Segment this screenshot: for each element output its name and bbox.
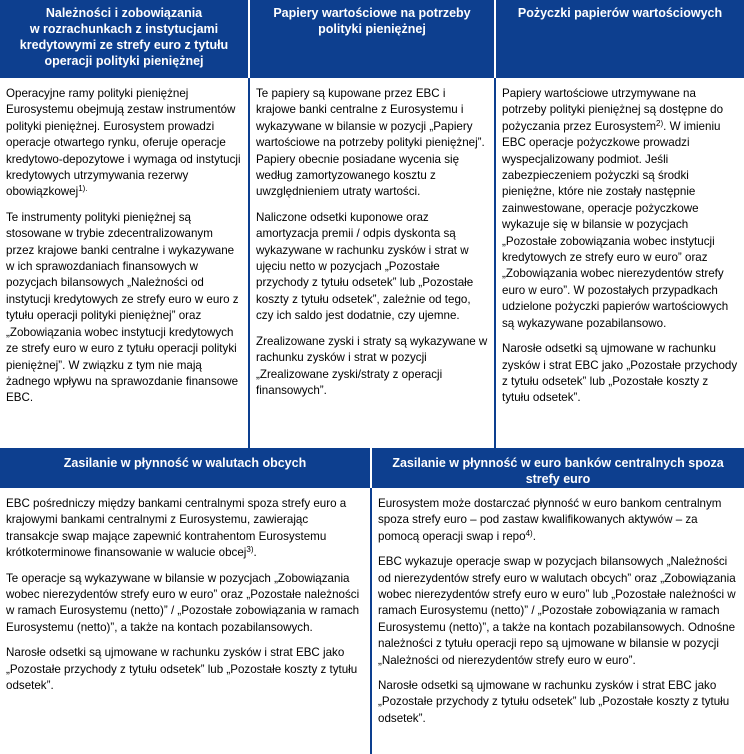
header-fx-liquidity (0, 448, 370, 488)
paragraph: EBC pośredniczy między bankami centralnymi spoza strefy euro a krajowymi bankami centralnymi z Eurosystemu, zawierając transakcje swap mające zapewnić kontrahentom Eurosystemu krótkoterminowe finansowanie w walucie obcej (6, 497, 347, 560)
header-text: Papiery wartościowe na potrzeby polityki pieniężnej (273, 6, 471, 36)
cell-fx-liquidity (2, 496, 368, 703)
paragraph: Narosłe odsetki są ujmowane w rachunku zysków i strat EBC jako „Pozostałe przychody z tytułu odsetek” lub „Pozostałe koszty z tytułu odsetek”. (6, 646, 358, 693)
paragraph: Papiery wartościowe utrzymywane na potrzeby polityki pieniężnej są dostępne do pożyczania przez Eurosystem (502, 87, 724, 133)
footnote-ref: 1). (78, 184, 88, 194)
header-text: Zasilanie w płynność w walutach obcych (63, 456, 307, 470)
cell-securities-lending (498, 86, 742, 416)
column-divider (370, 488, 372, 754)
header-text: Zasilanie w płynność w euro banków centralnych spoza strefy euro (392, 456, 724, 486)
footnote-ref: 4) (525, 528, 533, 538)
column-divider (494, 78, 496, 448)
cell-euro-liquidity (374, 496, 742, 736)
footnote-ref: 2) (656, 118, 664, 128)
paragraph: Operacyjne ramy polityki pieniężnej Eurosystemu obejmują zestaw instrumentów polityki pieniężnej. Eurosystem prowadzi operacje otwartego rynku, oferuje operacje kredytowo-depozytowe i wymaga od instytucji kredytowych utrzymywania rezerwy obowiązkowej (6, 87, 241, 199)
paragraph: Te operacje są wykazywane w bilansie w pozycjach „Zobowiązania wobec nierezydentów strefy euro w euro” oraz „Pozostałe należności w ramach Eurosystemu (netto)” / „Pozostałe zobowiązania w ramach Eurosystemu (netto)”, a także na kontach pozabilansowych. (6, 571, 360, 634)
paragraph: Narosłe odsetki są ujmowane w rachunku zysków i strat EBC jako „Pozostałe przychody z tytułu odsetek” lub „Pozostałe koszty z tytułu odsetek”. (378, 679, 730, 725)
footnote-ref: 3) (246, 545, 254, 555)
cell-securities-monetary-policy (252, 86, 492, 408)
header-text: Należności i zobowiązania w rozrachunkach z instytucjami kredytowymi ze strefy euro z tytułu operacji polityki pieniężnej (19, 6, 229, 68)
punctuation: . (253, 546, 257, 560)
paragraph: Narosłe odsetki są ujmowane w rachunku zysków i strat EBC jako „Pozostałe przychody z tytułu odsetek” lub „Pozostałe koszty z tytułu odsetek”. (502, 342, 738, 405)
paragraph: EBC wykazuje operacje swap w pozycjach bilansowych „Należności od nierezydentów strefy euro w walutach obcych” oraz „Zobowiązania wobec nierezydentów strefy euro w euro” lub „Pozostałe należności w ramach Eurosystemu (netto)” / „Pozostałe zobowiązania w ramach Eurosystemu (netto)”, a także na kontach pozabilansowych. Odnośne należności z tytułu operacji repo są ujmowane w bilansie w pozycji „Należności od nierezydentów strefy euro w euro”. (378, 555, 736, 667)
paragraph: Eurosystem może dostarczać płynność w euro bankom centralnym spoza strefy euro – pod zastaw kwalifikowanych aktywów – za pomocą operacji swap i repo (378, 497, 722, 543)
column-divider (248, 78, 250, 448)
header-securities-lending (496, 0, 744, 78)
paragraph: Zrealizowane zyski i straty są wykazywane w rachunku zysków i strat w pozycji „Zrealizowane zyski/straty z operacji finansowych”. (256, 334, 488, 397)
header-text: Pożyczki papierów wartościowych (517, 6, 723, 20)
paragraph: Te papiery są kupowane przez EBC i krajowe banki centralne z Eurosystemu i wykazywane w bilansie w pozycji „Papiery wartościowe na potrzeby polityki pieniężnej”. Papiery obecnie posiadane wycenia się według zamortyzowanego kosztu z uwzględnieniem utraty wartości. (256, 87, 485, 199)
cell-monetary-policy-operations (2, 86, 246, 416)
paragraph: Te instrumenty polityki pieniężnej są stosowane w trybie zdecentralizowanym przez krajowe banki centralne i wykazywane w ich sprawozdaniach finansowych w pozycjach bilansowych „Należności od instytucji kredytowych ze strefy euro w euro z tytułu operacji polityki pieniężnej” oraz „Zobowiązania wobec instytucji kredytowych ze strefy euro w euro z tytułu operacji polityki pieniężnej”. W związku z tym nie mają żadnego wpływu na sprawozdanie finansowe EBC. (6, 210, 239, 405)
header-securities-monetary-policy (250, 0, 494, 78)
header-euro-liquidity (372, 448, 744, 488)
punctuation: . (532, 529, 536, 543)
paragraph: . W imieniu EBC operacje pożyczkowe prowadzi wyspecjalizowany podmiot. Jeśli zabezpieczeniem pożyczki są środki pieniężne, które nie zostały następnie zainwestowane, operacje pożyczkowe wykazuje się w bilansie w pozycjach „Pozostałe zobowiązania wobec instytucji kredytowych ze strefy euro w euro” oraz „Zobowiązania wobec nierezydentów strefy euro w euro”. W pozostałych przypadkach udzielone pożyczki papierów wartościowych są wykazywane pozabilansowo. (502, 119, 729, 330)
header-liabilities-credit-institutions (0, 0, 248, 78)
paragraph: Naliczone odsetki kuponowe oraz amortyzacja premii / odpis dyskonta są wykazywane w rachunku zysków i strat w ujęciu netto w pozycjach „Pozostałe przychody z tytułu odsetek” lub „Pozostałe koszty z tytułu odsetek”, zależnie od tego, czy ich saldo jest dodatnie, czy ujemne. (256, 210, 474, 323)
